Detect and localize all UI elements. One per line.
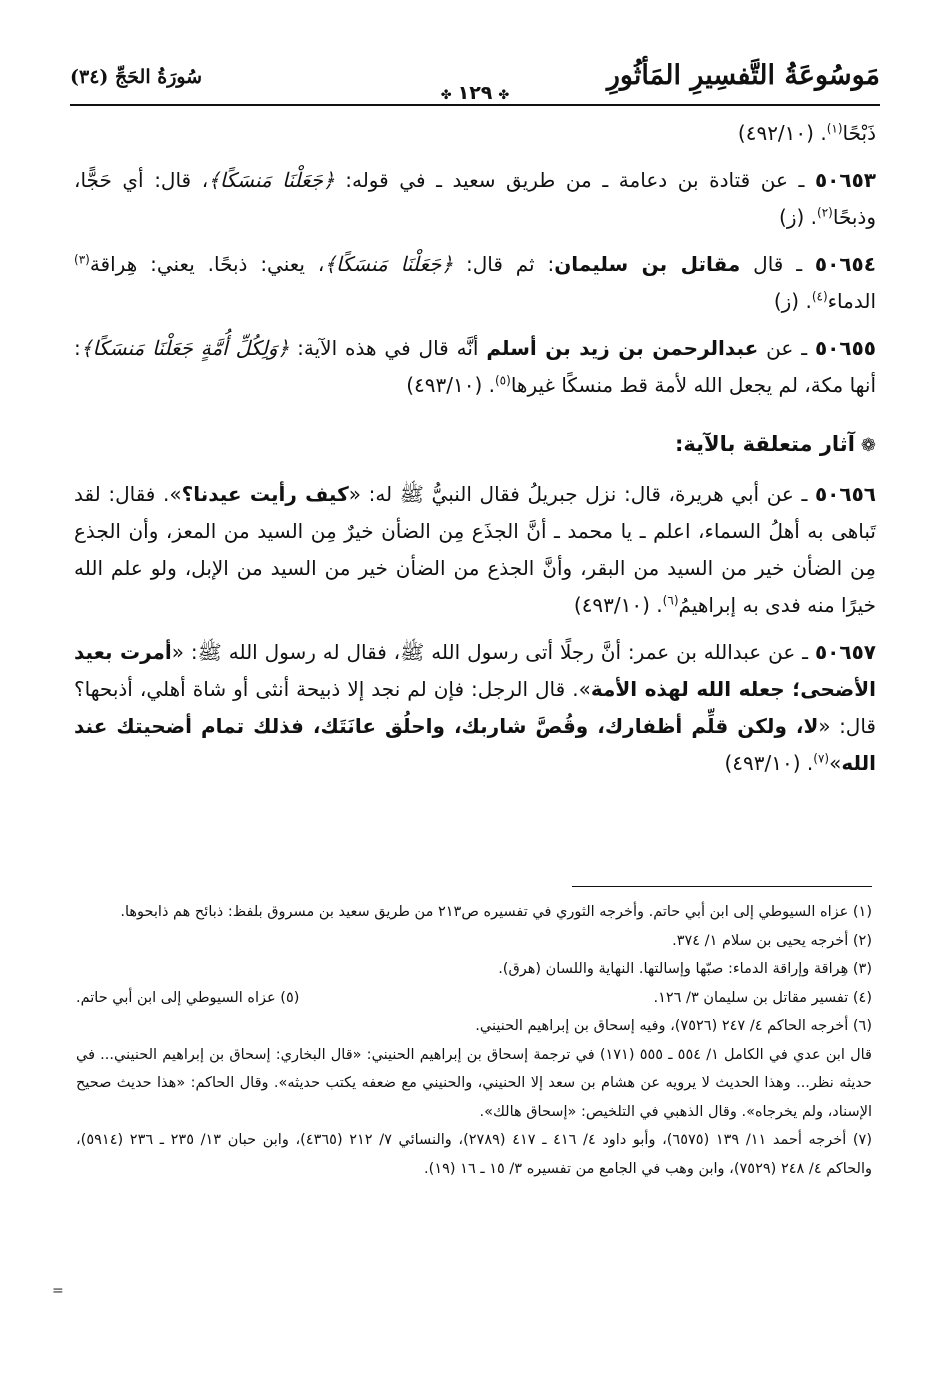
hadith-quote: لا، ولكن قلِّم أظفارك، وقُصَّ شاربك، واحلُق عانَتَك، فذلك تمام أضحيتك عند الله (74, 714, 876, 775)
footnote-ref: (٣) (74, 252, 90, 267)
citation: . (ز) (773, 289, 812, 313)
footnotes (76, 898, 872, 1183)
citation: . (٤٩٢/١٠) (737, 121, 827, 145)
quran-quote: ﴿جَعَلْنَا مَنسَكًا﴾ (208, 168, 335, 192)
footnote-divider (572, 886, 872, 887)
quran-quote: ﴿وَلِكُلِّ أُمَّةٍ جَعَلْنَا مَنسَكًا﴾ (80, 336, 290, 360)
footnote-2: (٢) أخرجه يحيى بن سلام ١/ ٣٧٤. (672, 932, 872, 949)
narrator-name: عبدالرحمن بن زيد بن أسلم (486, 336, 759, 360)
footnote-ref: (٤) (811, 289, 828, 304)
page-header (70, 60, 880, 104)
footnote-5: (٥) عزاه السيوطي إلى ابن أبي حاتم. (76, 989, 300, 1006)
footnote-4: (٤) تفسير مقاتل بن سليمان ٣/ ١٢٦. (653, 989, 872, 1006)
athar-50657: ٥٠٦٥٧ ـ عن عبدالله بن عمر: أنَّ رجلًا أتى رسول الله ﷺ، فقال له رسول الله ﷺ: «أمرت بعيد الأضحى؛ جعله الله لهذه الأمة». قال الرجل: فإن لم نجد إلا ذبيحة أنثى أو شاة أهلي، أذبحها؟ قال: «لا، ولكن قلِّم أظفارك، وقُصَّ شاربك، واحلُق عانَتَك، فذلك تمام أضحيتك عند الله»$^{(٧)}$. (٤٩٣/١٠) (74, 640, 876, 775)
footnote-1: (١) عزاه السيوطي إلى ابن أبي حاتم. وأخرجه الثوري في تفسيره ص٢١٣ من طريق سعيد بن مسروق بلفظ: ذبائح هم ذابحوها. (120, 904, 872, 920)
entry-number: ٥٠٦٥٥ (814, 336, 876, 360)
book-title: مَوسُوعَةُ التَّفسِيرِ المَأثُورِ (606, 60, 880, 91)
footnote-3: (٣) هِراقة وإراقة الدماء: صبّها وإسالتها. النهاية واللسان (هرق). (498, 961, 872, 977)
entry-number: ٥٠٦٥٦ (814, 482, 876, 506)
page-number-block (435, 82, 516, 104)
citation: . (٤٩٣/١٠) (573, 593, 663, 617)
surah-title: سُورَةُ الحَجِّ (٣٤) (70, 66, 203, 88)
footnote-7: (٧) أخرجه أحمد ١١/ ١٣٩ (٦٥٧٥)، وأبو داود ٤/ ٤١٦ ـ ٤١٧ (٢٧٨٩)، والنسائي ٧/ ٢١٢ (٤٣٦٥)، وابن حبان ١٣/ ٢٣٥ ـ ٢٣٦ (٥٩١٤)، والحاكم ٤/ ٢٤٨ (٧٥٢٩)، وابن وهب في الجامع من تفسيره ٣/ ١٥ ـ ١٦ (١٩). (76, 1132, 872, 1177)
citation: . (ز) (779, 205, 818, 229)
athar-50656: ٥٠٦٥٦ ـ عن أبي هريرة، قال: نزل جبريلُ فقال النبيُّ ﷺ له: «كيف رأيت عيدنا؟». فقال: لقد تَباهى به أهلُ السماء، اعلم ـ يا محمد ـ أنَّ الجذَع مِن الضأن خيرٌ مِن السيد من المعز، وأن الجذع مِن الضأن خير من السيد من البقر، وأنَّ الجذع من الضأن خير من السيد من الإبل، ولو علم الله خيرًا منه فدى به إبراهيمُ$^{(٦)}$. (٤٩٣/١٠) (74, 482, 876, 617)
section-heading: ❁آثار متعلقة بالآية: (674, 432, 876, 456)
flower-ornament-icon: ❁ (860, 435, 876, 456)
footnote-ref: (٧) (813, 751, 830, 766)
header-divider (70, 104, 880, 106)
ornament-icon: ✤ (440, 88, 452, 103)
footnote-row (76, 984, 872, 1013)
footnote-ref: (٦) (662, 593, 679, 608)
footnote-ref: (٥) (494, 373, 511, 388)
main-text (74, 115, 876, 792)
entry-number: ٥٠٦٥٣ (814, 168, 876, 192)
margin-mark: = (52, 1283, 64, 1299)
entry-50655: ٥٠٦٥٥ ـ عن عبدالرحمن بن زيد بن أسلم أنَّه قال في هذه الآية: ﴿وَلِكُلِّ أُمَّةٍ جَعَلْنَا مَنسَكًا﴾: أنها مكة، لم يجعل الله لأمة قط منسكًا غيرها$^{(٥)}$. (٤٩٣/١٠) (74, 336, 876, 397)
entry-number: ٥٠٦٥٤ (814, 252, 876, 276)
footnote-ref: (٢) (817, 205, 833, 220)
entry-50654: ٥٠٦٥٤ ـ قال مقاتل بن سليمان: ثم قال: ﴿جَعَلْنَا مَنسَكًا﴾، يعني: ذبحًا. يعني: هِراقة$^{(٣)}$ الدماء$^{(٤)}$. (ز) (74, 252, 876, 313)
entry-number: ٥٠٦٥٧ (814, 640, 876, 664)
narrator-name: مقاتل بن سليمان (554, 252, 741, 276)
footnote-ref: (١) (826, 121, 843, 136)
ornament-icon: ✤ (498, 88, 510, 103)
citation: . (٤٩٣/١٠) (406, 373, 495, 397)
footnote-6-continued: قال ابن عدي في الكامل ١/ ٥٥٤ ـ ٥٥٥ (١٧١) في ترجمة إسحاق بن إبراهيم الحنيني: «قال البخاري: إسحاق بن إبراهيم الحنيني... في حديثه نظر... وهذا الحديث لا يرويه عن هشام بن سعد إلا الحنيني، والحنيني مع ضعفه يكتب حديثه». وقال الحاكم: «هذا حديث صحيح الإسناد، ولم يخرجاه». وقال الذهبي في التلخيص: «إسحاق هالك». (76, 1046, 872, 1120)
hadith-quote: أمرت بعيد الأضحى؛ جعله الله لهذه الأمة (74, 640, 876, 701)
quran-quote: ﴿جَعَلْنَا مَنسَكًا﴾ (324, 252, 454, 276)
entry-continuation: ذَبْحًا$^{(١)}$. (٤٩٢/١٠) (737, 121, 876, 145)
citation: . (٤٩٣/١٠) (724, 751, 814, 775)
page-number: ١٢٩ (457, 82, 493, 104)
footnote-6: (٦) أخرجه الحاكم ٤/ ٢٤٧ (٧٥٢٦)، وفيه إسحاق بن إبراهيم الحنيني. (475, 1018, 872, 1034)
entry-50653: ٥٠٦٥٣ ـ عن قتادة بن دعامة ـ من طريق سعيد ـ في قوله: ﴿جَعَلْنَا مَنسَكًا﴾، قال: أي حَجًّا، وذبحًا$^{(٢)}$. (ز) (74, 168, 876, 229)
hadith-quote: كيف رأيت عيدنا؟ (181, 482, 349, 506)
